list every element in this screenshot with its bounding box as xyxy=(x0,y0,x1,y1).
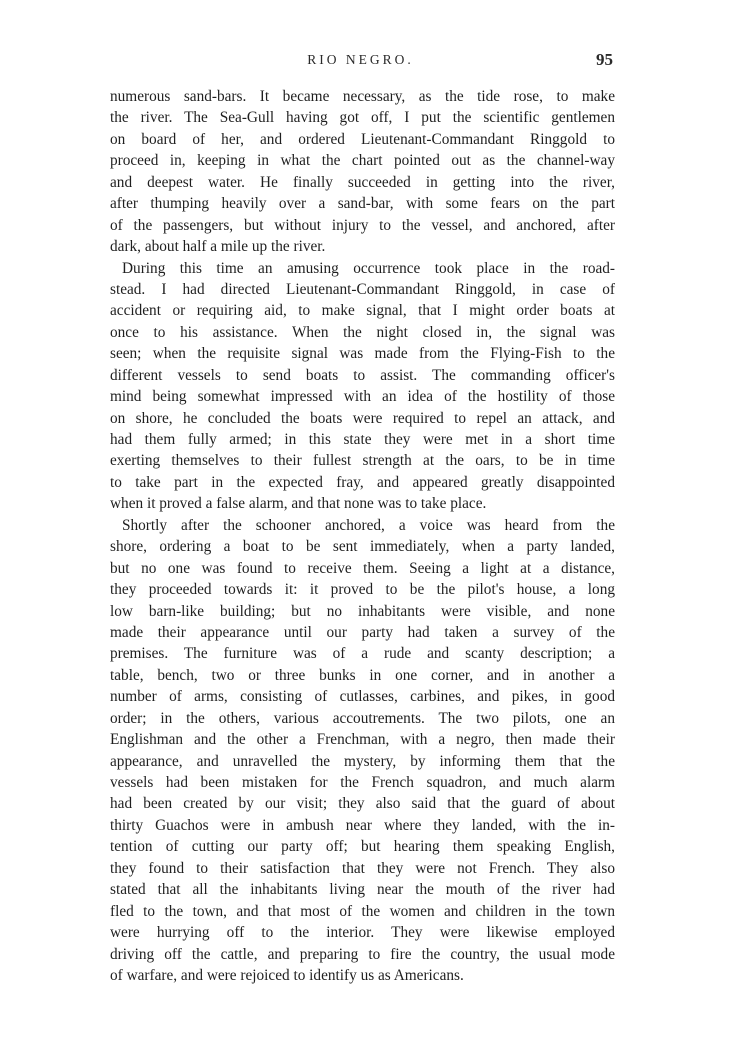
text-line: had them fully armed; in this state they were met in a short time xyxy=(110,431,615,448)
text-line: Shortly after the schooner anchored, a voice was heard from the xyxy=(122,516,615,534)
text-line: once to his assistance. When the night closed in, the signal was xyxy=(110,323,615,341)
text-line: different vessels to send boats to assist. The commanding officer's xyxy=(110,366,615,384)
text-line: exerting themselves to their fullest strength at the oars, to be in time xyxy=(110,452,615,470)
text-line: tention of cutting our party off; but hearing them speaking English, xyxy=(110,838,615,856)
text-line: shore, ordering a boat to be sent immediately, when a party landed, xyxy=(110,538,615,556)
text-line: to take part in the expected fray, and appeared greatly disappointed xyxy=(110,473,615,491)
text-line: after thumping heavily over a sand-bar, with some fears on the part xyxy=(110,195,615,213)
page-number: 95 xyxy=(596,50,613,69)
running-title: RIO NEGRO. xyxy=(307,52,414,67)
text-line: number of arms, consisting of cutlasses, carbines, and pikes, in good xyxy=(110,688,615,706)
text-line: low barn-like building; but no inhabitants were visible, and none xyxy=(110,602,615,620)
text-line: on shore, he concluded the boats were required to repel an attack, and xyxy=(110,409,615,427)
text-line: mind being somewhat impressed with an idea of the hostility of those xyxy=(110,388,615,406)
text-line: when it proved a false alarm, and that none was to take place. xyxy=(110,495,487,513)
text-line: thirty Guachos were in ambush near where they landed, with the in- xyxy=(110,816,615,834)
text-line: Englishman and the other a Frenchman, with a negro, then made their xyxy=(110,731,615,749)
text-line: During this time an amusing occurrence took place in the road- xyxy=(122,259,615,277)
text-line: they found to their satisfaction that they were not French. They also xyxy=(110,859,615,877)
text-line: the river. The Sea-Gull having got off, I put the scientific gentlemen xyxy=(110,109,615,127)
text-line: of the passengers, but without injury to the vessel, and anchored, after xyxy=(110,216,615,234)
text-line: but no one was found to receive them. Seeing a light at a distance, xyxy=(110,559,615,577)
text-line: of warfare, and were rejoiced to identify us as Americans. xyxy=(110,966,464,984)
text-line: appearance, and unravelled the mystery, by informing them that the xyxy=(110,752,615,770)
text-line: dark, about half a mile up the river. xyxy=(110,238,326,256)
text-line: driving off the cattle, and preparing to fire the country, the usual mode xyxy=(110,945,615,963)
paragraph xyxy=(110,515,615,987)
running-head xyxy=(108,50,613,74)
text-line: proceed in, keeping in what the chart pointed out as the channel-way xyxy=(110,152,615,170)
text-line: numerous sand-bars. It became necessary, as the tide rose, to make xyxy=(110,88,615,105)
text-line: vessels had been mistaken for the French squadron, and much alarm xyxy=(110,774,615,791)
body-text xyxy=(110,86,615,986)
text-line: made their appearance until our party had taken a survey of the xyxy=(110,623,615,641)
text-line: fled to the town, and that most of the women and children in the town xyxy=(110,902,615,920)
paragraph xyxy=(110,86,615,258)
text-line: stead. I had directed Lieutenant-Commandant Ringgold, in case of xyxy=(110,280,615,298)
text-line: table, bench, two or three bunks in one corner, and in another a xyxy=(110,666,615,684)
text-line: order; in the others, various accoutrements. The two pilots, one an xyxy=(110,709,615,727)
text-line: they proceeded towards it: it proved to be the pilot's house, a long xyxy=(110,581,615,599)
text-line: had been created by our visit; they also said that the guard of about xyxy=(110,795,615,813)
text-line: were hurrying off to the interior. They were likewise employed xyxy=(110,924,615,942)
text-line: premises. The furniture was of a rude and scanty description; a xyxy=(110,645,615,663)
text-line: and deepest water. He finally succeeded in getting into the river, xyxy=(110,173,615,191)
text-line: seen; when the requisite signal was made from the Flying-Fish to the xyxy=(110,345,615,363)
text-line: on board of her, and ordered Lieutenant-Commandant Ringgold to xyxy=(110,130,615,148)
paragraph xyxy=(110,258,615,515)
text-line: accident or requiring aid, to make signal, that I might order boats at xyxy=(110,302,615,320)
text-line: stated that all the inhabitants living near the mouth of the river had xyxy=(110,881,615,899)
